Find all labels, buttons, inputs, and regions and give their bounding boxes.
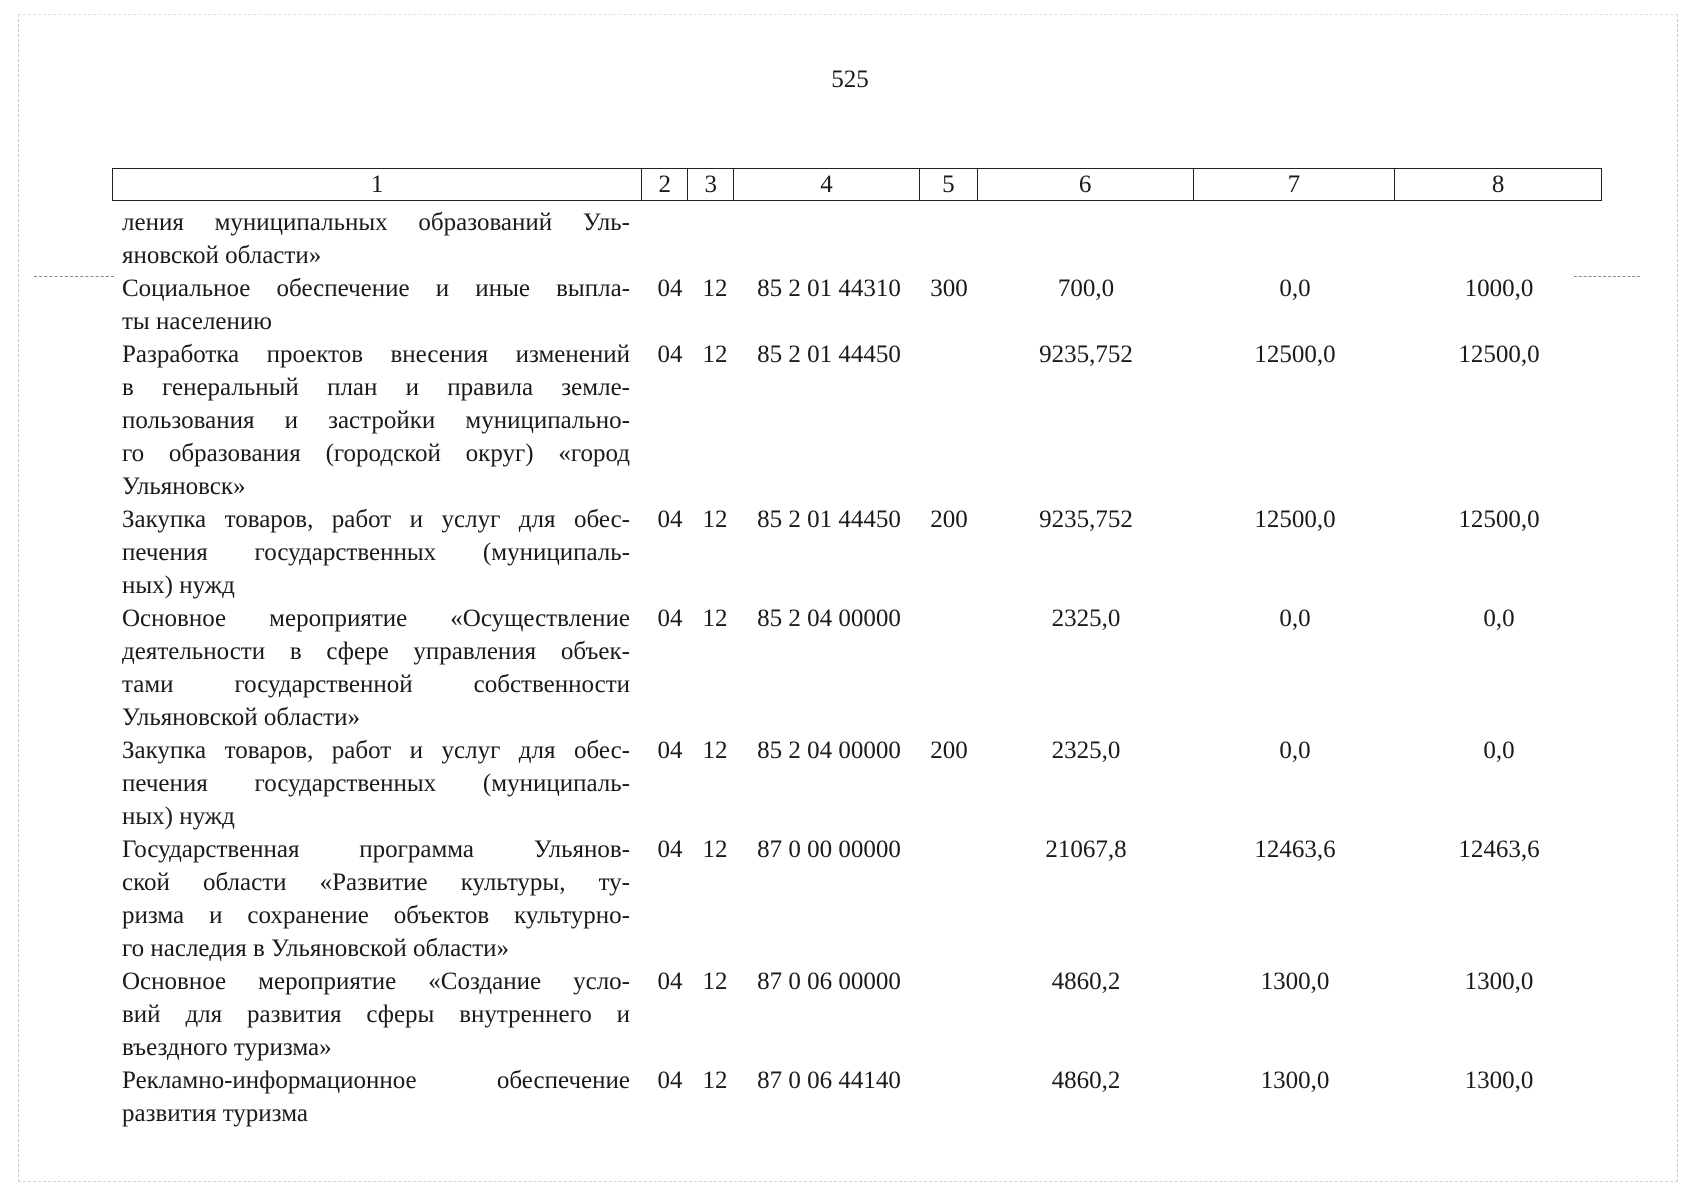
cell-col-5: 200 xyxy=(930,737,968,764)
description-line: Основное мероприятие «Осуществление xyxy=(122,605,630,632)
cell-col-7: 1300,0 xyxy=(1260,1067,1330,1094)
cell-col-7: 0,0 xyxy=(1279,275,1311,302)
description-line: Ульяновск» xyxy=(122,473,246,500)
description-line: ления муниципальных образований Уль- xyxy=(122,209,630,236)
cell-col-8: 1000,0 xyxy=(1464,275,1534,302)
cell-col-7: 0,0 xyxy=(1279,605,1311,632)
row-description xyxy=(122,272,630,338)
cell-col-6: 2325,0 xyxy=(1051,737,1121,764)
description-line: Основное мероприятие «Создание усло- xyxy=(122,968,630,995)
cell-col-4: 87 0 06 44140 xyxy=(757,1067,901,1094)
cell-col-4: 85 2 01 44450 xyxy=(757,506,901,533)
header-cell-5: 5 xyxy=(920,169,978,200)
cell-col-8: 0,0 xyxy=(1483,737,1515,764)
description-line: ской области «Развитие культуры, ту- xyxy=(122,869,630,896)
cut-line-left xyxy=(34,276,114,277)
cell-col-8: 12500,0 xyxy=(1458,341,1540,368)
cell-col-3: 12 xyxy=(702,1067,728,1094)
cell-col-3: 12 xyxy=(702,737,728,764)
row-description xyxy=(122,833,630,965)
description-line: го наследия в Ульяновской области» xyxy=(122,935,510,962)
description-line: деятельности в сфере управления объек- xyxy=(122,638,630,665)
cell-col-4: 85 2 01 44310 xyxy=(757,275,901,302)
description-line: печения государственных (муниципаль- xyxy=(122,539,630,566)
cell-col-7: 12500,0 xyxy=(1254,341,1336,368)
description-line: Закупка товаров, работ и услуг для обес- xyxy=(122,506,630,533)
row-description xyxy=(122,503,630,602)
header-cell-7: 7 xyxy=(1194,169,1396,200)
row-description xyxy=(122,602,630,734)
description-line: въездного туризма» xyxy=(122,1034,332,1061)
cell-col-8: 12463,6 xyxy=(1458,836,1540,863)
cell-col-3: 12 xyxy=(702,968,728,995)
cell-col-2: 04 xyxy=(657,275,683,302)
row-description xyxy=(122,338,630,503)
header-cell-2: 2 xyxy=(642,169,688,200)
header-cell-6: 6 xyxy=(978,169,1194,200)
page-number: 525 xyxy=(831,66,869,93)
cell-col-3: 12 xyxy=(702,506,728,533)
cell-col-6: 9235,752 xyxy=(1039,506,1133,533)
description-line: ризма и сохранение объектов культурно- xyxy=(122,902,630,929)
header-cell-4: 4 xyxy=(734,169,920,200)
cell-col-4: 87 0 06 00000 xyxy=(757,968,901,995)
cell-col-2: 04 xyxy=(657,968,683,995)
cell-col-2: 04 xyxy=(657,605,683,632)
row-description xyxy=(122,206,630,272)
cell-col-5: 300 xyxy=(930,275,968,302)
cell-col-4: 85 2 04 00000 xyxy=(757,737,901,764)
description-line: Социальное обеспечение и иные выпла- xyxy=(122,275,630,302)
cell-col-5: 200 xyxy=(930,506,968,533)
cell-col-3: 12 xyxy=(702,836,728,863)
cell-col-7: 12463,6 xyxy=(1254,836,1336,863)
description-line: Закупка товаров, работ и услуг для обес- xyxy=(122,737,630,764)
cell-col-8: 1300,0 xyxy=(1464,968,1534,995)
row-description xyxy=(122,1064,630,1130)
cell-col-2: 04 xyxy=(657,506,683,533)
header-cell-1: 1 xyxy=(113,169,642,200)
description-line: Разработка проектов внесения изменений xyxy=(122,341,630,368)
cell-col-3: 12 xyxy=(702,341,728,368)
cell-col-8: 12500,0 xyxy=(1458,506,1540,533)
description-line: ных) нужд xyxy=(122,803,235,830)
cell-col-8: 0,0 xyxy=(1483,605,1515,632)
cell-col-8: 1300,0 xyxy=(1464,1067,1534,1094)
description-line: яновской области» xyxy=(122,242,322,269)
cell-col-2: 04 xyxy=(657,1067,683,1094)
cell-col-6: 4860,2 xyxy=(1051,968,1121,995)
cell-col-4: 85 2 01 44450 xyxy=(757,341,901,368)
description-line: Ульяновской области» xyxy=(122,704,360,731)
cell-col-6: 700,0 xyxy=(1057,275,1115,302)
cell-col-3: 12 xyxy=(702,275,728,302)
cell-col-7: 0,0 xyxy=(1279,737,1311,764)
table-header xyxy=(112,168,1602,201)
cell-col-4: 87 0 00 00000 xyxy=(757,836,901,863)
description-line: развития туризма xyxy=(122,1100,308,1127)
description-line: печения государственных (муниципаль- xyxy=(122,770,630,797)
description-line: ты населению xyxy=(122,308,272,335)
description-line: пользования и застройки муниципально- xyxy=(122,407,630,434)
header-cell-3: 3 xyxy=(688,169,734,200)
description-line: в генеральный план и правила земле- xyxy=(122,374,630,401)
cell-col-6: 21067,8 xyxy=(1045,836,1127,863)
cell-col-3: 12 xyxy=(702,605,728,632)
cell-col-6: 4860,2 xyxy=(1051,1067,1121,1094)
cell-col-6: 2325,0 xyxy=(1051,605,1121,632)
cell-col-6: 9235,752 xyxy=(1039,341,1133,368)
row-description xyxy=(122,734,630,833)
row-description xyxy=(122,965,630,1064)
description-line: Государственная программа Ульянов- xyxy=(122,836,630,863)
cell-col-7: 1300,0 xyxy=(1260,968,1330,995)
description-line: ных) нужд xyxy=(122,572,235,599)
header-cell-8: 8 xyxy=(1491,170,1505,198)
cell-col-4: 85 2 04 00000 xyxy=(757,605,901,632)
description-line: го образования (городской округ) «город xyxy=(122,440,630,467)
description-line: тами государственной собственности xyxy=(122,671,630,698)
cell-col-2: 04 xyxy=(657,836,683,863)
cell-col-2: 04 xyxy=(657,737,683,764)
description-line: Рекламно-информационное обеспечение xyxy=(122,1067,630,1094)
cell-col-7: 12500,0 xyxy=(1254,506,1336,533)
description-line: вий для развития сферы внутреннего и xyxy=(122,1001,630,1028)
cell-col-2: 04 xyxy=(657,341,683,368)
